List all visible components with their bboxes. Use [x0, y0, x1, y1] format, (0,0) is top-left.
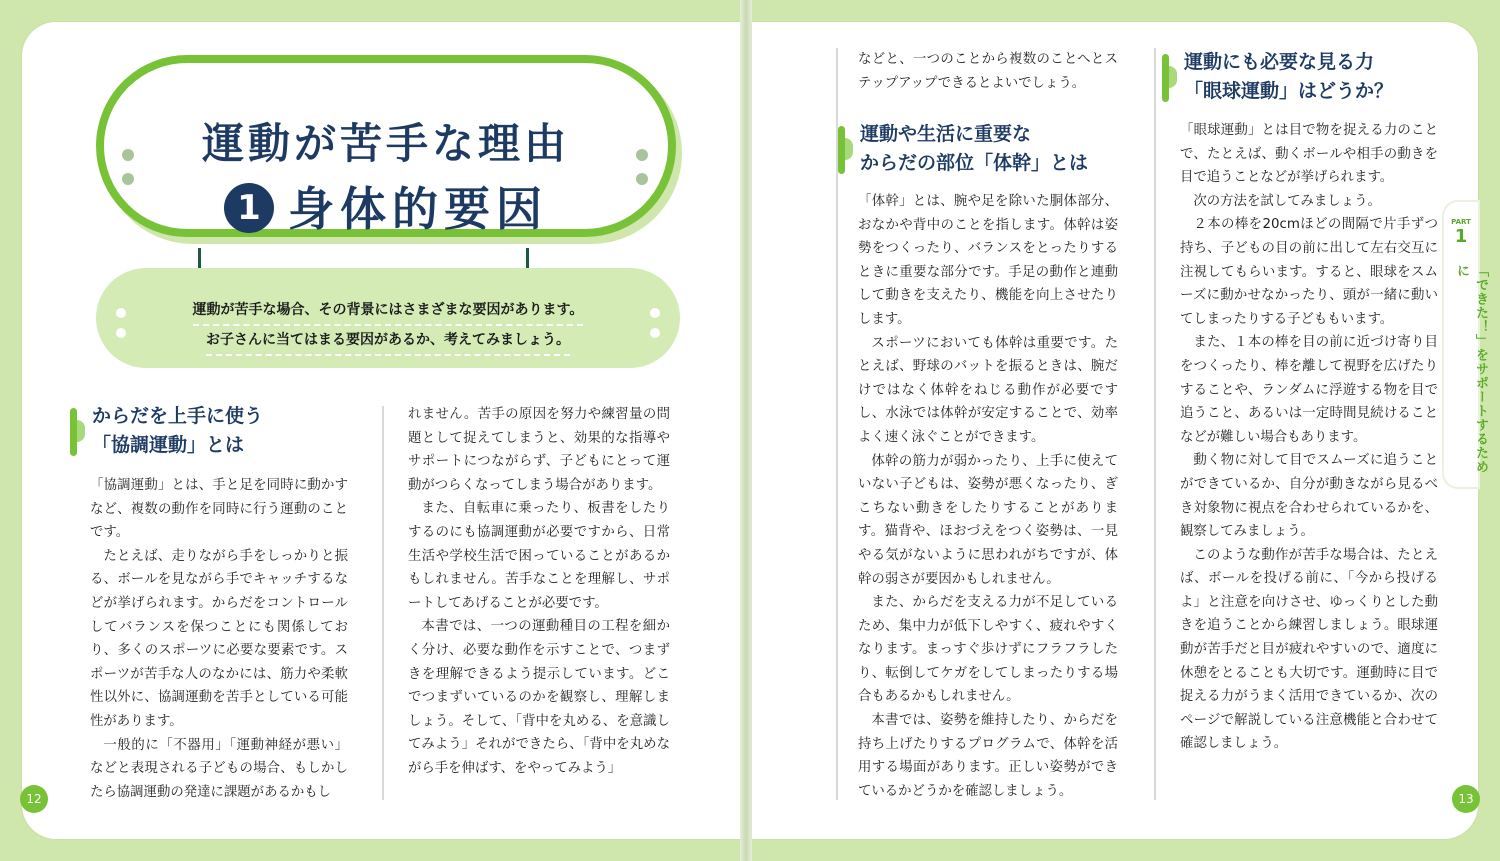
paragraph: 「眼球運動」とは目で物を捉える力のことで、たとえば、動くボールや相手の動きを目で追うことなどが挙げられます。 — [1180, 123, 1438, 186]
text-column — [858, 190, 1118, 803]
column-divider — [382, 406, 384, 800]
left-page — [22, 22, 740, 839]
page-number: 12 — [20, 785, 48, 813]
section-heading — [1162, 48, 1393, 106]
side-tab-text: 「できた！」をサポートするために — [1454, 264, 1488, 474]
column-divider — [1154, 48, 1156, 800]
text-column — [408, 403, 670, 781]
chapter-number-badge: 1 — [224, 183, 274, 233]
paragraph: また、からだを支える力が不足しているため、集中力が低下しやすく、疲れやすくなります。まっすぐ歩けずにフラフラしたり、転倒してケガをしてしまったりする場合もあるかもしれません。 — [858, 595, 1118, 705]
page-subtitle — [104, 173, 668, 239]
intro-line: お子さんに当てはまる要因があるか、考えてみましょう。 — [206, 326, 570, 356]
intro-band — [96, 268, 680, 368]
heading-line: からだの部位「体幹」とは — [860, 152, 1089, 174]
paragraph: 本書では、姿勢を維持したり、からだを持ち上げたりするプログラムで、体幹を活用する場面があります。正しい姿勢ができているかどうかを確認しましょう。 — [858, 713, 1118, 799]
heading-line: 運動にも必要な見る力 — [1184, 51, 1375, 73]
paragraph: また、１本の棒を目の前に近づけ寄り目をつくったり、棒を離して視野を広げたりすることや、ランダムに浮遊する物を目で追うこと、あるいは一定時間見続けることなどが難しい場合もあります。 — [1180, 335, 1438, 445]
chapter-side-tab[interactable] — [1444, 202, 1488, 487]
paragraph: 本書では、一つの運動種目の工程を細かく分け、必要な動作を示すことで、つまずきを理解できるよう提示しています。どこでつまずいているのかを観察し、理解しましょう。そして、「背中を丸める、を意識してみよう」それができたら、「背中を丸めながら手を伸ばす、をやってみよう」 — [408, 619, 670, 776]
paragraph: などと、一つのことから複数のことへとステップアップできるとよいでしょう。 — [858, 52, 1118, 91]
text-column — [90, 474, 348, 804]
heading-line: 運動や生活に重要な — [860, 123, 1032, 145]
paragraph: れません。苦手の原因を努力や練習量の問題として捉えてしまうと、効果的な指導やサポートにつながらず、子どもにとって運動がつらくなってしまう場合があります。 — [408, 407, 670, 493]
section-heading — [70, 402, 263, 460]
heading-line: 「協調運動」とは — [92, 434, 245, 456]
intro-line: 運動が苦手な場合、その背景にはさまざまな要因があります。 — [193, 296, 584, 326]
paragraph: スポーツにおいても体幹は重要です。たとえば、野球のバットを振るときは、腕だけではなく体幹をねじる動作が必要ですし、水泳では体幹が安定することで、効率よく速く泳ぐことができます。 — [858, 335, 1118, 445]
book-gutter — [740, 0, 752, 861]
subtitle-text: 身体的要因 — [288, 182, 548, 236]
part-number: 1 — [1454, 226, 1468, 247]
paragraph: このような動作が苦手な場合は、たとえば、ボールを投げる前に、「今から投げるよ」と注意を向けさせ、ゆっくりとした動きを追うことから練習しましょう。眼球運動が苦手だと目が疲れやすいので、適度に休憩をとることも大切です。運動時に目で捉える力がうまく活用できているか、次のページで解説している注意機能と合わせて確認しましょう。 — [1180, 547, 1438, 752]
title-frame — [96, 55, 676, 237]
paragraph: 「体幹」とは、腕や足を除いた胴体部分、おなかや背中のことを指します。体幹は姿勢をつくったり、バランスをとったりするときに重要な部分です。手足の動作と連動して動きを支えたり、機能を向上させたりします。 — [858, 194, 1118, 327]
heading-line: 「眼球運動」はどうか？ — [1184, 80, 1394, 102]
paragraph: 「協調運動」とは、手と足を同時に動かすなど、複数の動作を同時に行う運動のことです。 — [90, 478, 348, 541]
paragraph: 一般的に「不器用」「運動神経が悪い」などと表現される子どもの場合、もしかしたら協調運動の発達に課題があるかもし — [90, 737, 348, 800]
paragraph: 次の方法を試してみましょう。 — [1193, 193, 1381, 209]
paragraph: ２本の棒を20cmほどの間隔で片手ずつ持ち、子どもの目の前に出して左右交互に注視してもらいます。すると、眼球をスムーズに動かせなかったり、頭が一緒に動いてしまったりする子どももいます。 — [1180, 217, 1438, 327]
intro-text — [96, 296, 680, 356]
text-column — [858, 48, 1118, 95]
paragraph: 動く物に対して目でスムーズに追うことができているか、自分が動きながら見るべき対象物に視点を合わせられているかを、観察してみましょう。 — [1180, 453, 1438, 540]
page-title: 運動が苦手な理由 — [201, 119, 570, 168]
paragraph: たとえば、走りながら手をしっかりと振る、ボールを見ながら手でキャッチするなどが挙げられます。からだをコントロールしてバランスを保つことにも関係しており、多くのスポーツに必要な要素です。スポーツが苦手な人のなかには、筋力や柔軟性以外に、協調運動を苦手としている可能性があります。 — [90, 548, 348, 729]
paragraph: また、自転車に乗ったり、板書をしたりするのにも協調運動が必要ですから、日常生活や学校生活で困っていることがあるかもしれません。苦手なことを理解し、サポートしてあげることが必要です。 — [408, 501, 670, 611]
part-label: PART — [1451, 218, 1471, 226]
heading-line: からだを上手に使う — [92, 405, 264, 427]
page-number: 13 — [1452, 785, 1480, 813]
section-heading — [838, 120, 1088, 178]
paragraph: 体幹の筋力が弱かったり、上手に使えていない子どもは、姿勢が悪くなったり、ぎこちない動きをしたりすることがあります。猫背や、ほおづえをつく姿勢は、一見やる気がないように思われがちですが、体幹の弱さが要因かもしれません。 — [858, 453, 1118, 587]
right-page — [752, 22, 1488, 839]
text-column — [1180, 119, 1438, 756]
